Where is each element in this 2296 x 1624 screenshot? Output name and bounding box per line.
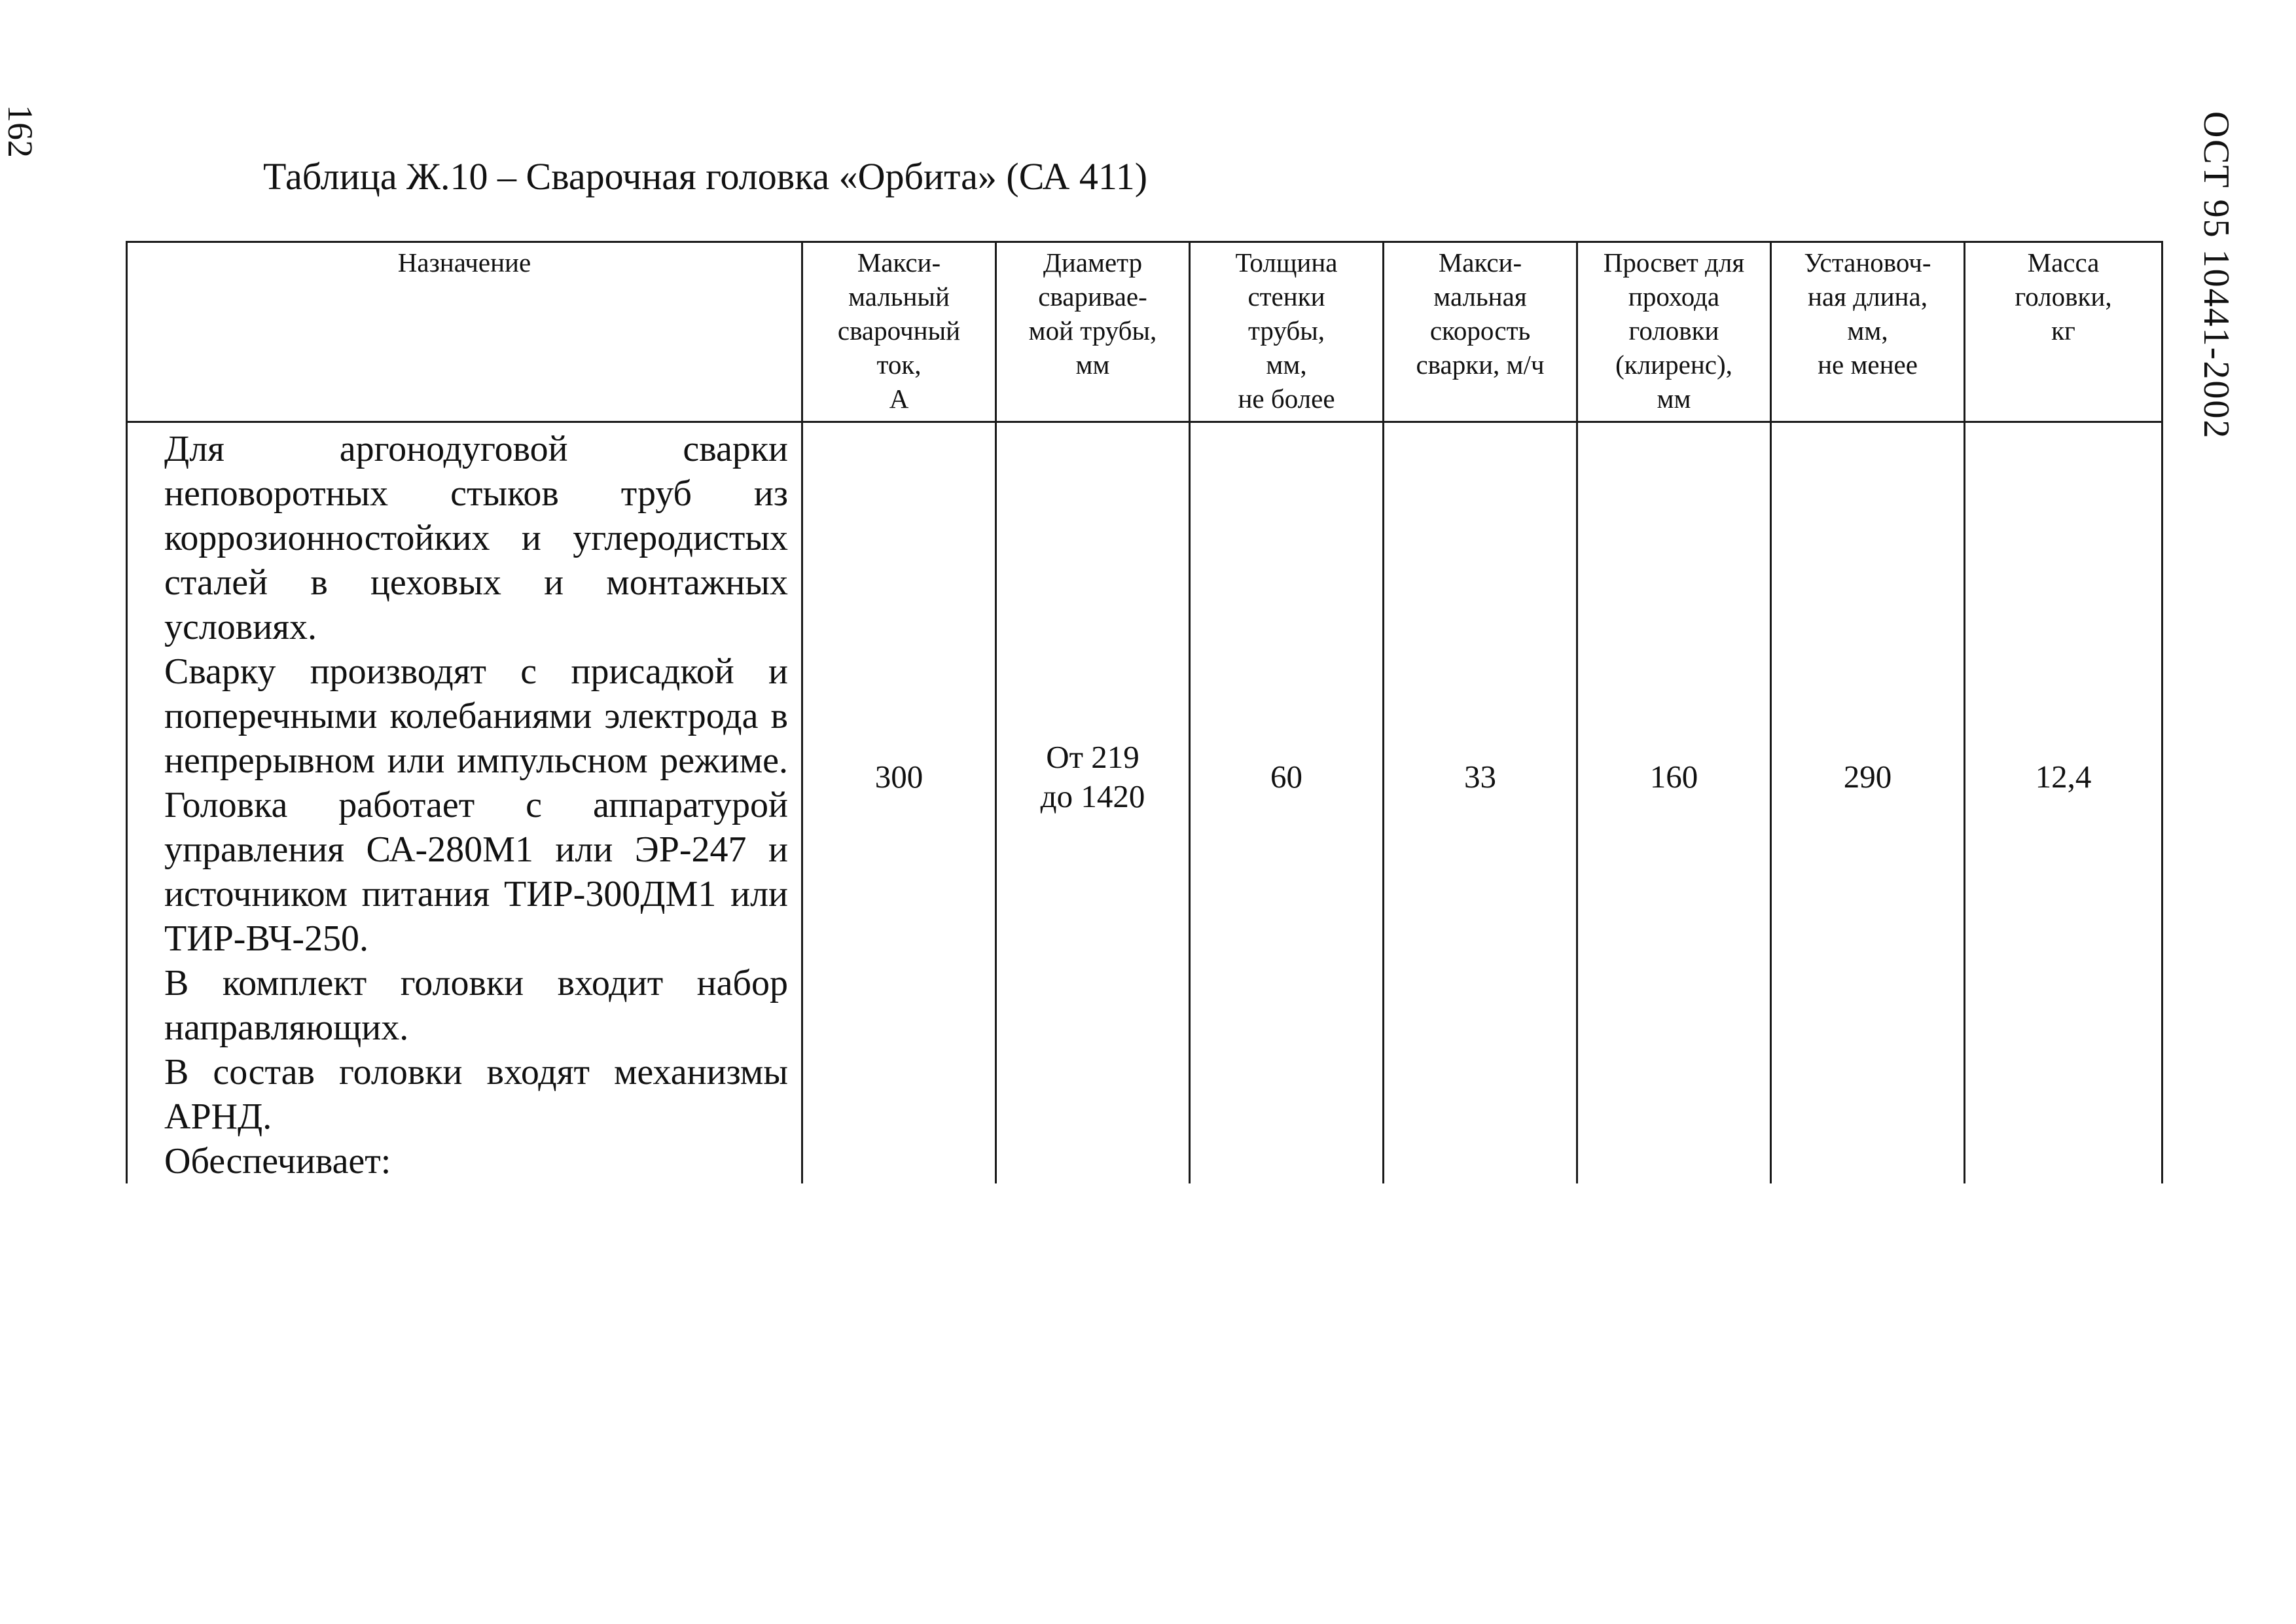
- cell-wall-thickness: 60: [1190, 422, 1384, 1184]
- description-paragraph: В состав головки входят механизмы АРНД.: [164, 1052, 788, 1137]
- welding-head-spec-table: [126, 241, 2163, 1183]
- pipe-diameter-to: до 1420: [1040, 778, 1145, 814]
- description-paragraph: Для аргонодуговой сварки неповоротных стыков труб из коррозионностойких и углеродистых сталей в цеховых и монтажных условиях.: [164, 429, 788, 647]
- description-paragraph: Обеспечивает:: [164, 1141, 391, 1182]
- table-row: [127, 422, 2162, 1184]
- header-purpose: Назначение: [127, 242, 802, 422]
- header-install-length: Установоч- ная длина, мм, не менее: [1771, 242, 1965, 422]
- document-code: ОСТ 95 10441-2002: [2196, 111, 2236, 440]
- header-pipe-diameter: Диаметр сваривае- мой трубы, мм: [996, 242, 1190, 422]
- description-paragraph: Сварку производят с присадкой и поперечными колебаниями электрода в непрерывном или импульсном режиме. Головка работает с аппаратурой управления СА-280М1 или ЭР-247 и источником питания ТИР-300ДМ1 или ТИР-ВЧ-250.: [164, 651, 788, 959]
- cell-max-current: 300: [802, 422, 996, 1184]
- cell-description: [127, 422, 802, 1184]
- header-max-current: Макси- мальный сварочный ток, А: [802, 242, 996, 422]
- table-title: Таблица Ж.10 – Сварочная головка «Орбита» (СА 411): [263, 155, 1148, 198]
- pipe-diameter-from: От 219: [1046, 739, 1139, 775]
- table-header-row: [127, 242, 2162, 422]
- description-paragraph: В комплект головки входит набор направляющих.: [164, 963, 788, 1048]
- header-head-mass: Масса головки, кг: [1965, 242, 2162, 422]
- header-clearance: Просвет для прохода головки (клиренс), мм: [1577, 242, 1771, 422]
- header-max-speed: Макси- мальная скорость сварки, м/ч: [1384, 242, 1577, 422]
- cell-head-mass: 12,4: [1965, 422, 2162, 1184]
- cell-max-speed: 33: [1384, 422, 1577, 1184]
- page-number: 162: [1, 105, 40, 158]
- header-wall-thickness: Толщина стенки трубы, мм, не более: [1190, 242, 1384, 422]
- cell-clearance: 160: [1577, 422, 1771, 1184]
- cell-install-length: 290: [1771, 422, 1965, 1184]
- cell-pipe-diameter: [996, 422, 1190, 1184]
